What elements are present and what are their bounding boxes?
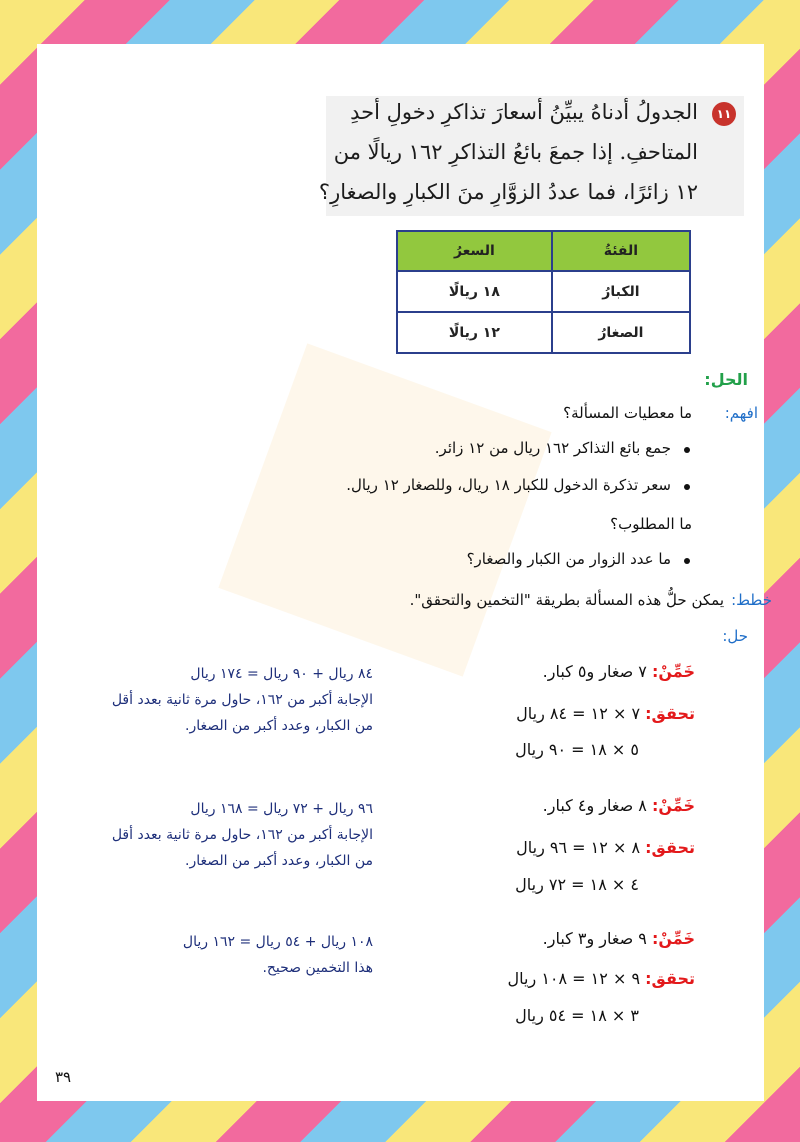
check-calc-1: ٨ × ١٢ = ٩٦ ريال xyxy=(516,838,641,857)
bullet-icon xyxy=(684,484,690,490)
note-sum: ٨٤ ريال + ٩٠ ريال = ١٧٤ ريال xyxy=(190,666,373,682)
guess-2 xyxy=(543,796,695,815)
check-calc-2: ٤ × ١٨ = ٧٢ ريال xyxy=(515,875,639,894)
check-3 xyxy=(508,969,695,988)
given-question: ما معطيات المسألة؟ xyxy=(563,404,692,422)
guess-1 xyxy=(543,662,695,681)
table-row xyxy=(397,312,690,353)
check-calc-1: ٩ × ١٢ = ١٠٨ ريال xyxy=(507,969,641,988)
required-item-1: ما عدد الزوار من الكبار والصغار؟ xyxy=(466,550,671,568)
table-cell: الصغارُ xyxy=(552,312,690,353)
problem-number-badge: ١١ xyxy=(712,102,736,126)
note-sum: ١٠٨ ريال + ٥٤ ريال = ١٦٢ ريال xyxy=(182,934,373,950)
guess-text: ٩ صغار و٣ كبار. xyxy=(542,929,647,948)
table-header-row xyxy=(397,231,690,271)
check-calc-2: ٥ × ١٨ = ٩٠ ريال xyxy=(515,740,639,759)
guess-label: خَمِّنْ: xyxy=(651,796,695,815)
note-sum: ٩٦ ريال + ٧٢ ريال = ١٦٨ ريال xyxy=(190,801,373,817)
note-line: الإجابة أكبر من ١٦٢، حاول مرة ثانية بعدد أقل xyxy=(111,827,373,843)
bullet-icon xyxy=(684,447,690,453)
problem-line-1: الجدولُ أدناهُ يبيِّنُ أسعارَ تذاكرِ دخولِ أحدِ xyxy=(350,100,698,124)
guess-label: خَمِّنْ: xyxy=(651,662,695,681)
table-cell: ١٨ ريالًا xyxy=(397,271,552,312)
check-label: تحقق: xyxy=(645,704,695,723)
check-label: تحقق: xyxy=(645,969,695,988)
understand-label: افهم: xyxy=(724,404,758,422)
solution-heading: الحل: xyxy=(704,370,748,389)
problem-line-2: المتاحفِ. إذا جمعَ بائعُ التذاكرِ ١٦٢ ريالًا من xyxy=(333,140,698,164)
given-item-2: سعر تذكرة الدخول للكبار ١٨ ريال، وللصغار ١٢ ريال. xyxy=(346,476,671,494)
bullet-icon xyxy=(684,558,690,564)
table-cell: ١٢ ريالًا xyxy=(397,312,552,353)
check-2 xyxy=(516,838,695,857)
guess-text: ٧ صغار و٥ كبار. xyxy=(542,662,647,681)
check-1 xyxy=(516,704,695,723)
plan-text: يمكن حلُّ هذه المسألة بطريقة "التخمين والتحقق". xyxy=(409,591,724,609)
problem-line-3: ١٢ زائرًا، فما عددُ الزوَّارِ منَ الكبارِ والصغارِ؟ xyxy=(318,180,698,204)
note-line: من الكبار، وعدد أكبر من الصغار. xyxy=(185,853,373,869)
check-calc-1: ٧ × ١٢ = ٨٤ ريال xyxy=(516,704,641,723)
note-line: الإجابة أكبر من ١٦٢، حاول مرة ثانية بعدد أقل xyxy=(111,692,373,708)
given-item-1: جمع بائع التذاكر ١٦٢ ريال من ١٢ زائر. xyxy=(434,439,671,457)
problem-box xyxy=(318,96,744,216)
table-row xyxy=(397,271,690,312)
table-header-price: السعرُ xyxy=(397,231,552,271)
solve-label: حل: xyxy=(722,627,748,645)
check-label: تحقق: xyxy=(645,838,695,857)
plan-label: خطط: xyxy=(731,591,772,609)
table-cell: الكبارُ xyxy=(552,271,690,312)
check-calc-2: ٣ × ١٨ = ٥٤ ريال xyxy=(515,1006,639,1025)
price-table xyxy=(396,230,691,354)
guess-3 xyxy=(543,929,695,948)
table-header-category: الفئةُ xyxy=(552,231,690,271)
note-line: من الكبار، وعدد أكبر من الصغار. xyxy=(185,718,373,734)
guess-text: ٨ صغار و٤ كبار. xyxy=(542,796,647,815)
guess-label: خَمِّنْ: xyxy=(651,929,695,948)
page-number: ٣٩ xyxy=(55,1068,72,1086)
note-line: هذا التخمين صحيح. xyxy=(262,960,373,976)
required-question: ما المطلوب؟ xyxy=(610,515,692,533)
